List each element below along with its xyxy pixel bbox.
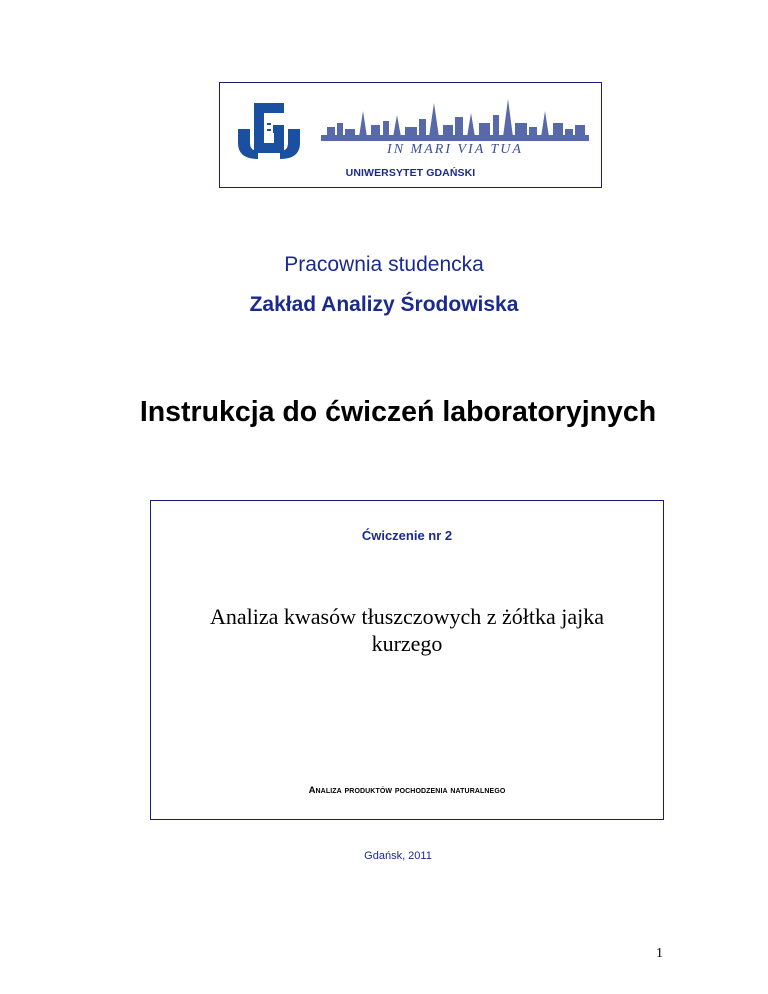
gdansk-skyline-icon: [317, 93, 593, 155]
exercise-title-line-1: Analiza kwasów tłuszczowych z żółtka jajka: [209, 604, 604, 629]
university-name: UNIWERSYTET GDAŃSKI: [345, 167, 476, 179]
department-name: Zakład Analizy Środowiska: [249, 293, 519, 316]
course-name: Analiza produktów pochodzenia naturalnego: [308, 785, 506, 796]
motto-text: IN MARI VIA TUA: [387, 142, 523, 155]
lab-name: Pracownia studencka: [284, 253, 484, 276]
exercise-number: Ćwiczenie nr 2: [361, 528, 453, 543]
exercise-title: [161, 603, 653, 657]
document-title: Instrukcja do ćwiczeń laboratoryjnych: [139, 396, 657, 428]
exercise-title-line-2: kurzego: [371, 631, 443, 656]
place-date: Gdańsk, 2011: [364, 850, 432, 862]
university-logo-box: [219, 82, 602, 188]
university-emblem-icon: [236, 99, 302, 161]
exercise-box: [150, 500, 664, 820]
page-number: 1: [656, 946, 663, 961]
